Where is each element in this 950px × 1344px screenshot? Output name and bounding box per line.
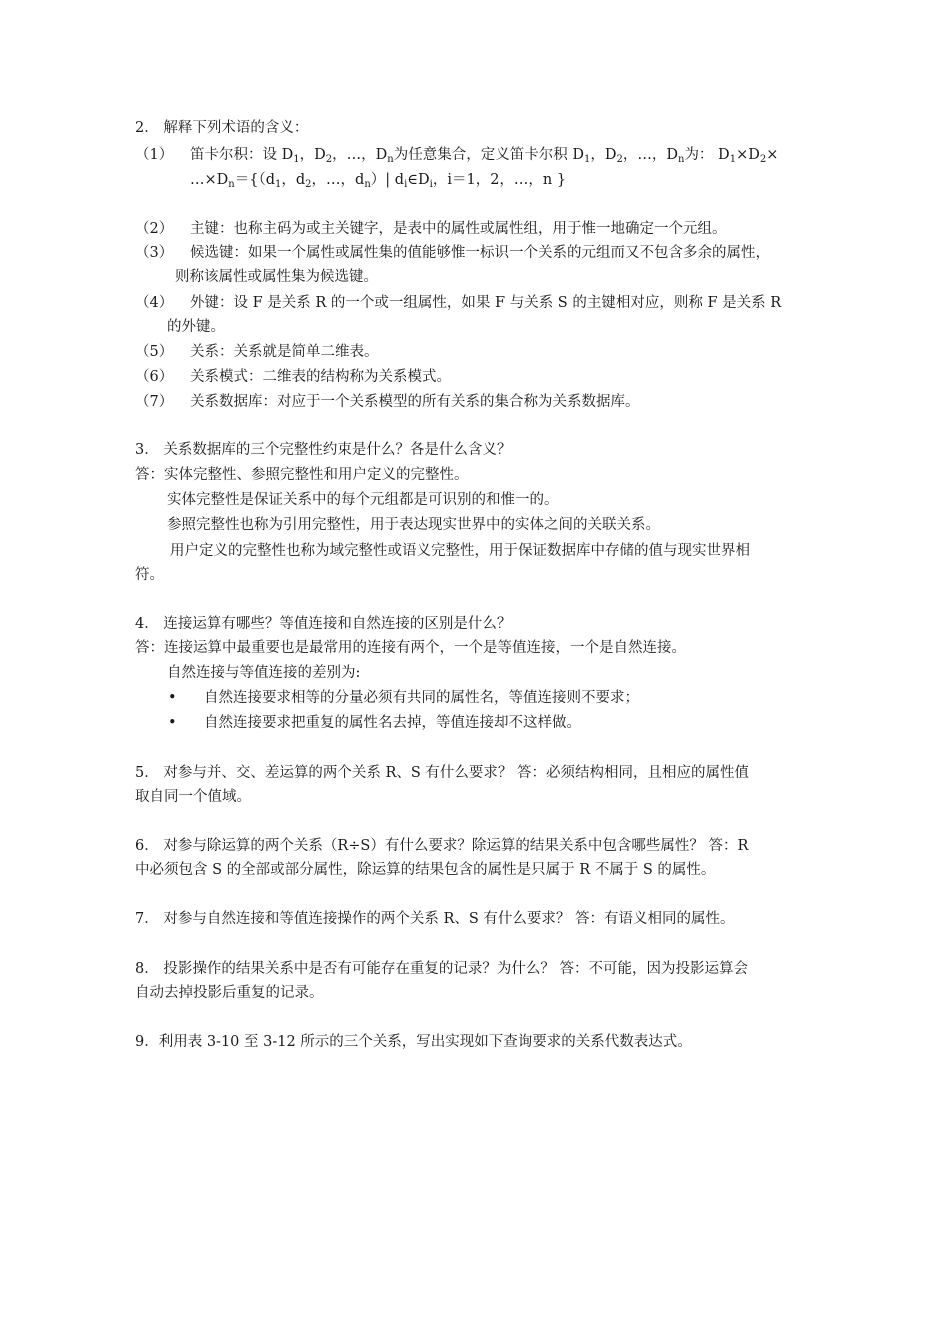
q2-item1-line2: $\dots\times D_n=\{(d_1$，$d_2$，…，$d_n)|$ $d_i\in D_i$，i＝1，2，…，n } — [190, 172, 567, 190]
q6-line2: 中必须包含 S 的全部或部分属性，除运算的结果包含的属性是只属于 R 不属于 S 的属性。 — [135, 862, 716, 878]
q2-item4-line1: 外键：设 F 是关系 R 的一个或一组属性，如果 F 与关系 S 的主键相对应，则称 F 是关系 R — [190, 295, 782, 311]
q4-bullet-item1: 自然连接要求相等的分量必须有共同的属性名，等值连接则不要求； — [204, 690, 639, 706]
q3-title: 3． 关系数据库的三个完整性约束是什么？各是什么含义？ — [135, 442, 512, 458]
q5-line2: 取自同一个值域。 — [135, 789, 251, 805]
bullet-icon: • — [168, 690, 177, 706]
q2-item3-line1: 候选键：如果一个属性或属性集的值能够惟一标识一个关系的元组而又不包含多余的属性， — [190, 245, 770, 261]
q7-line1: 7． 对参与自然连接和等值连接操作的两个关系 R、S 有什么要求？ 答：有语义相同的属性。 — [135, 911, 735, 927]
q3-answer-line5: 符。 — [135, 567, 164, 583]
q5-line1: 5． 对参与并、交、差运算的两个关系 R、S 有什么要求？ 答：必须结构相同，且相应的属性值 — [135, 765, 750, 781]
q2-item3-line2: 则称该属性或属性集为候选键。 — [175, 269, 378, 285]
q2-item5-text: 关系：关系就是简单二维表。 — [190, 344, 379, 360]
q2-item5-number: （5） — [135, 344, 174, 360]
q2-item2-text: 主键：也称主码为或主关键字，是表中的属性或属性组，用于惟一地确定一个元组。 — [190, 221, 727, 237]
q8-line2: 自动去掉投影后重复的记录。 — [135, 985, 324, 1001]
q4-bullet-item2: 自然连接要求把重复的属性名去掉，等值连接却不这样做。 — [204, 715, 581, 731]
q2-item7-number: （7） — [135, 394, 174, 410]
q2-title: 2． 解释下列术语的含义： — [135, 120, 309, 136]
q2-item6-text: 关系模式：二维表的结构称为关系模式。 — [190, 369, 451, 385]
bullet-icon: • — [168, 715, 177, 731]
q9-line1: 9．利用表 3-10 至 3-12 所示的三个关系，写出实现如下查询要求的关系代数表达式。 — [135, 1034, 692, 1050]
q4-answer-line2: 自然连接与等值连接的差别为: — [167, 665, 361, 681]
q2-item1-number: （1） — [135, 147, 174, 163]
q3-answer-line3: 参照完整性也称为引用完整性，用于表达现实世界中的实体之间的关联关系。 — [167, 517, 660, 533]
q3-answer-line4: 用户定义的完整性也称为域完整性或语义完整性，用于保证数据库中存储的值与现实世界相 — [170, 543, 750, 559]
q2-item4-line2: 的外键。 — [167, 319, 225, 335]
q8-line1: 8． 投影操作的结果关系中是否有可能存在重复的记录？为什么？ 答：不可能，因为投影运算会 — [135, 961, 748, 977]
q2-item7-text: 关系数据库：对应于一个关系模型的所有关系的集合称为关系数据库。 — [190, 394, 640, 410]
q3-answer-line1: 答：实体完整性、参照完整性和用户定义的完整性。 — [135, 467, 469, 483]
q2-item3-number: （3） — [135, 245, 174, 261]
q4-title: 4． 连接运算有哪些？等值连接和自然连接的区别是什么？ — [135, 616, 512, 632]
q6-line1: 6． 对参与除运算的两个关系（R÷S）有什么要求？除运算的结果关系中包含哪些属性？ 答：R — [135, 838, 749, 854]
q2-item2-number: （2） — [135, 221, 174, 237]
q2-item1-line1: 笛卡尔积：设 $D_1$，$D_2$，…，$D_n$为任意集合，定义笛卡尔积 $D_1$，$D_2$，…，$D_n$为： $D_1\times D_2\times$ — [190, 147, 779, 165]
q4-answer-line1: 答：连接运算中最重要也是最常用的连接有两个，一个是等值连接，一个是自然连接。 — [135, 640, 686, 656]
q2-item4-number: （4） — [135, 295, 174, 311]
q3-answer-line2: 实体完整性是保证关系中的每个元组都是可识别的和惟一的。 — [167, 492, 559, 508]
q2-item6-number: （6） — [135, 369, 174, 385]
